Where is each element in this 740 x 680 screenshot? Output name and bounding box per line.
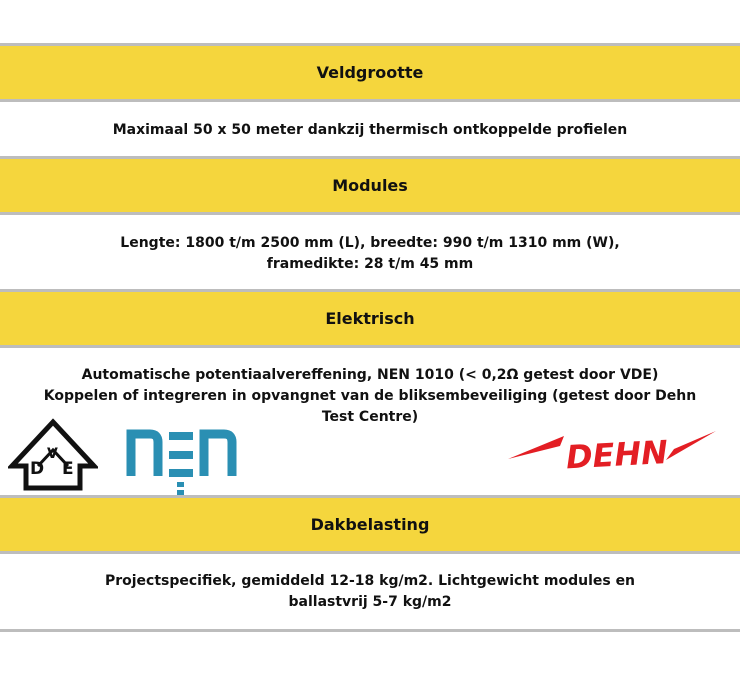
- vde-letter-e: E: [62, 459, 74, 479]
- content-line: Lengte: 1800 t/m 2500 mm (L), breedte: 990 t/m 1310 mm (W),: [120, 234, 620, 251]
- dehn-logo: [506, 426, 718, 476]
- content-line: Test Centre): [321, 409, 419, 425]
- section-content-dakbelasting: [0, 554, 740, 632]
- section-content-veldgrootte: [0, 102, 740, 159]
- content-line: Automatische potentiaalvereffening, NEN 1010 (< 0,2Ω getest door VDE): [81, 367, 659, 383]
- vde-letter-v: V: [47, 446, 58, 462]
- section-header-dakbelasting: Dakbelasting: [0, 495, 740, 554]
- content-line: ballastvrij 5-7 kg/m2: [288, 593, 452, 610]
- section-content-modules: [0, 215, 740, 292]
- section-header-veldgrootte: Veldgrootte: [0, 43, 740, 102]
- nen-logo: [122, 424, 247, 504]
- vde-letter-d: D: [30, 459, 45, 479]
- section-header-elektrisch: Elektrisch: [0, 289, 740, 348]
- section-header-modules: Modules: [0, 156, 740, 215]
- section-content-elektrisch: [0, 348, 740, 498]
- content-line: Koppelen of integreren in opvangnet van de bliksembeveiliging (getest door Dehn: [43, 388, 697, 404]
- content-line: Projectspecifiek, gemiddeld 12-18 kg/m2. Lichtgewicht modules en: [104, 572, 636, 589]
- content-line: framedikte: 28 t/m 45 mm: [266, 255, 474, 272]
- vde-logo: [8, 418, 98, 494]
- spec-table: [0, 43, 740, 632]
- content-line: Maximaal 50 x 50 meter dankzij thermisch ontkoppelde profielen: [112, 122, 628, 138]
- dehn-logo-text: DEHN: [565, 433, 669, 476]
